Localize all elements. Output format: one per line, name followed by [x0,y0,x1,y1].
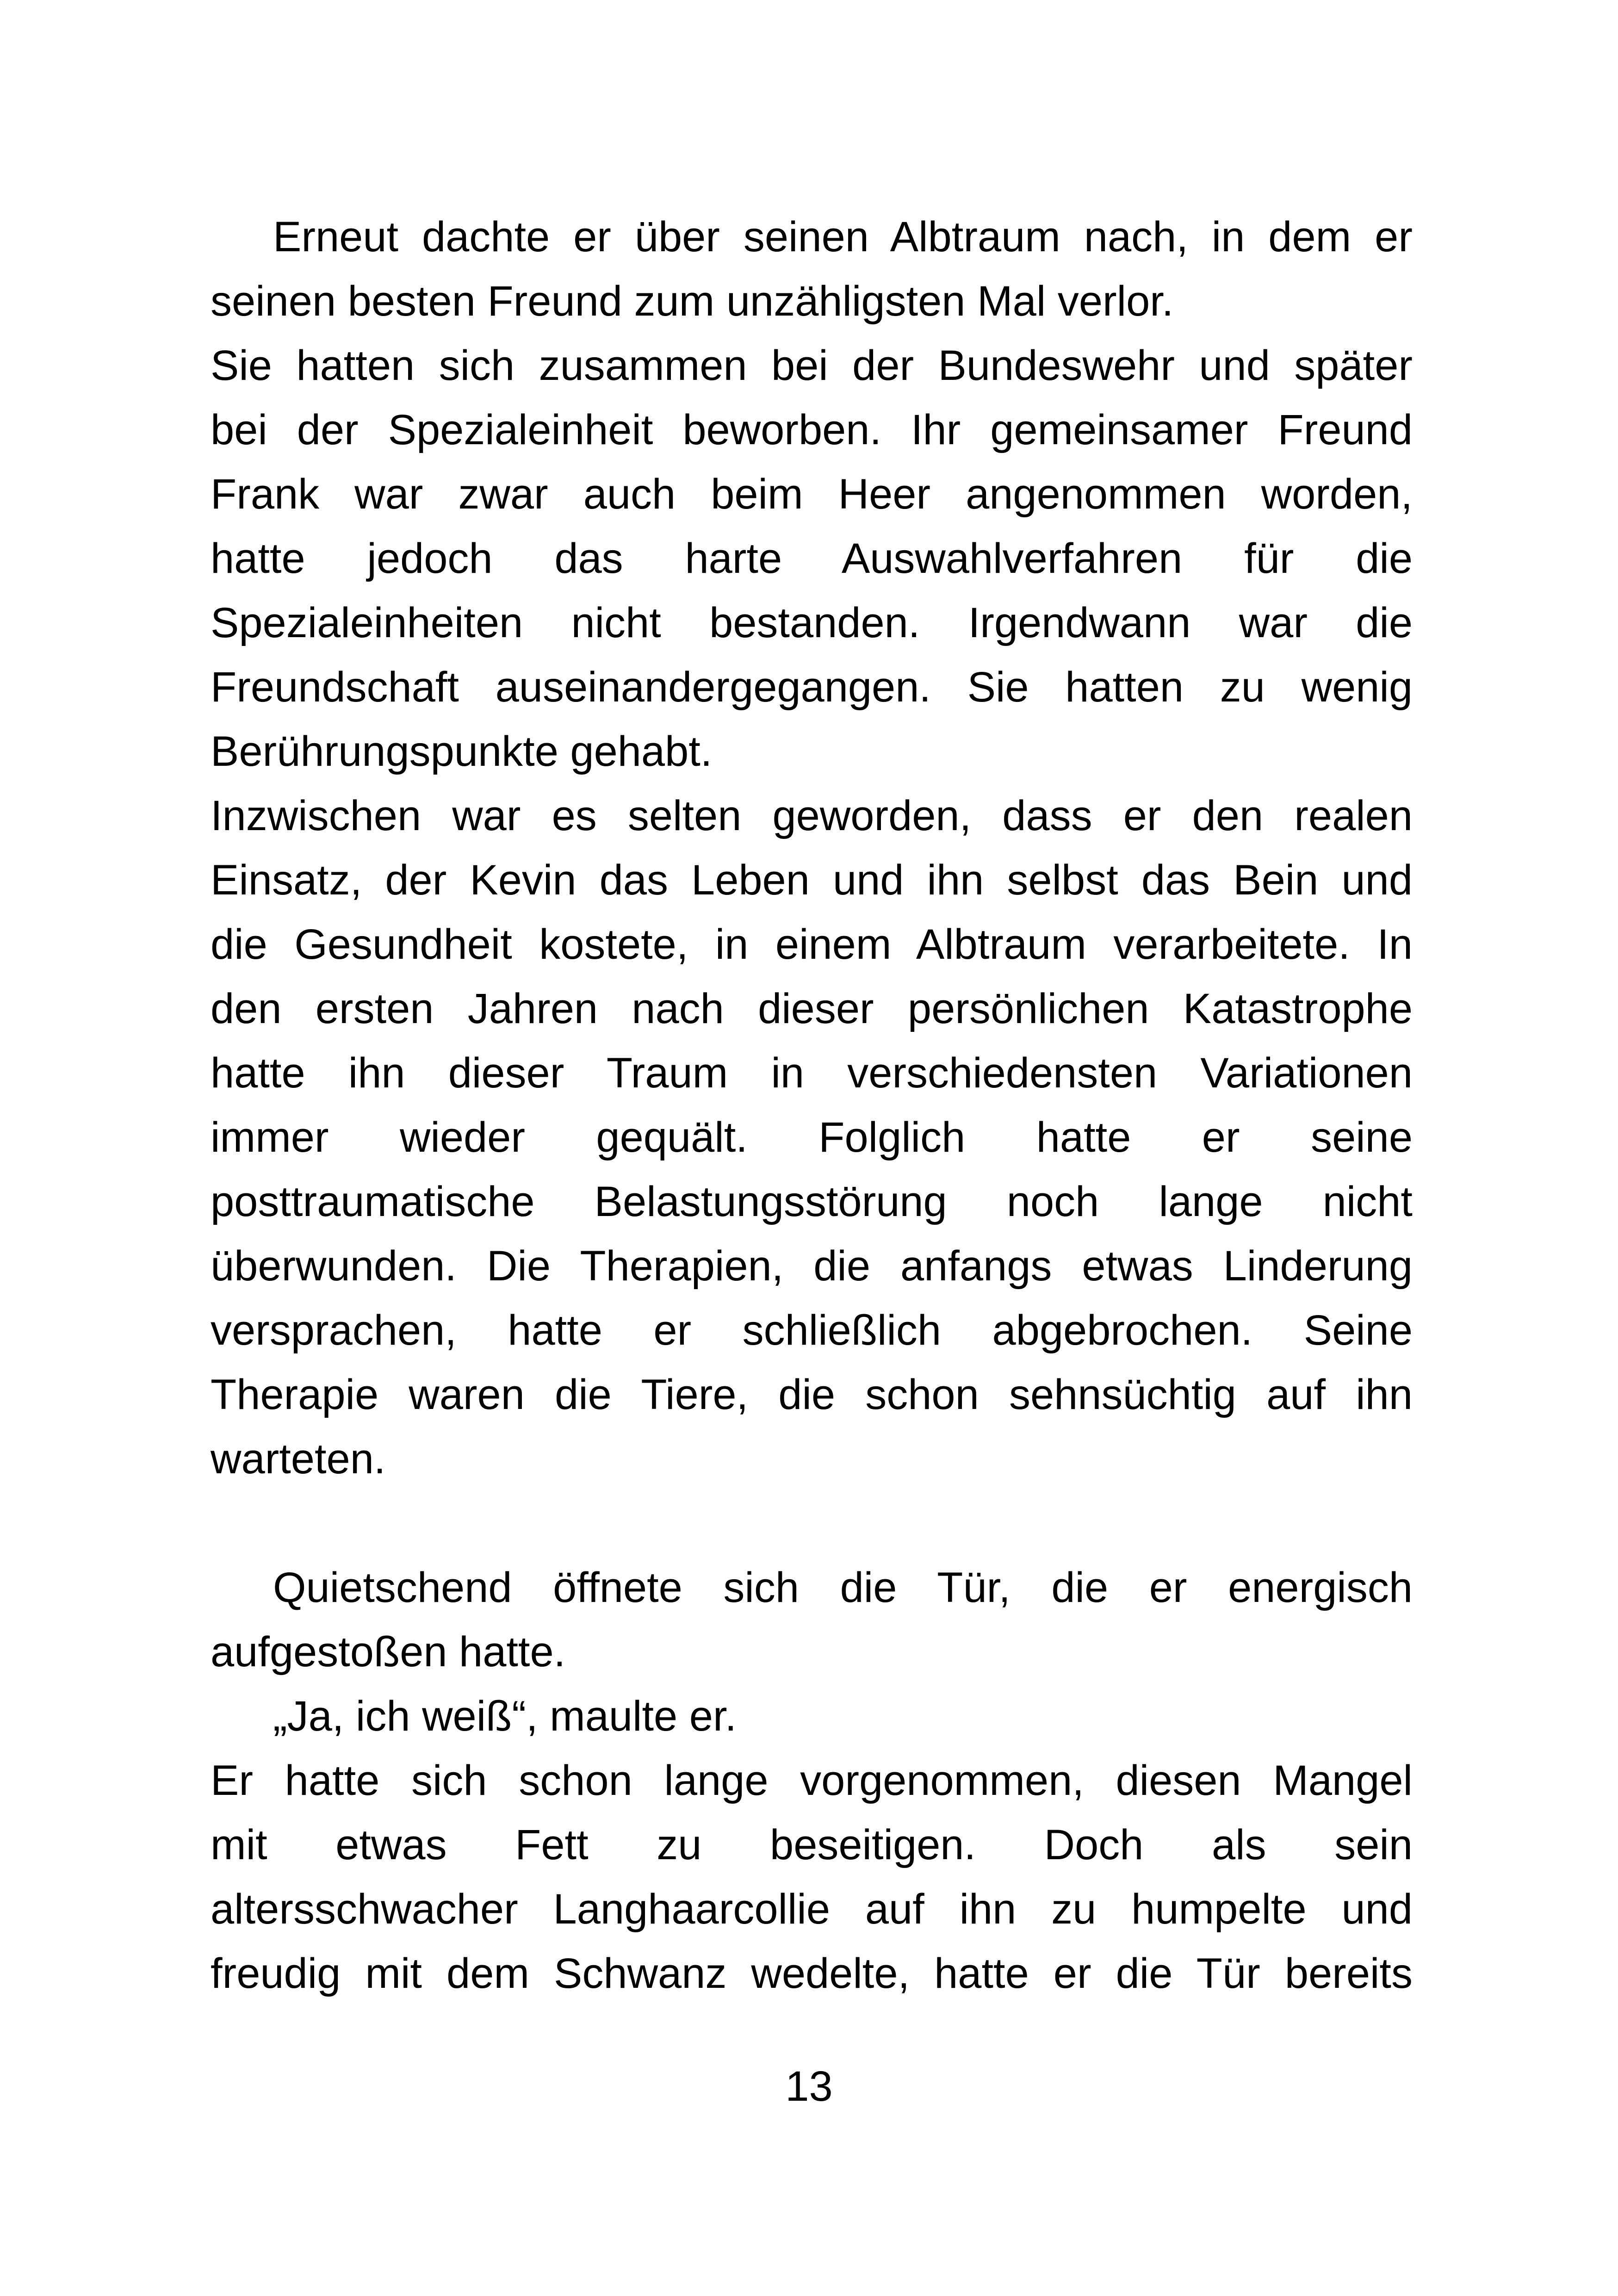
text-line: Einsatz, der Kevin das Leben und ihn selbst das Bein und [211,856,1413,904]
text-line: aufgestoßen hatte. [211,1628,566,1675]
text-line: mit etwas Fett zu beseitigen. Doch als sein [211,1821,1413,1868]
text-line: „Ja, ich weiß“, maulte er. [273,1693,737,1740]
text-line: Berührungspunkte gehabt. [211,728,713,775]
text-line: Frank war zwar auch beim Heer angenommen worden, [211,471,1413,518]
text-line: Freundschaft auseinandergegangen. Sie hatten zu wenig [211,664,1413,711]
text-line: überwunden. Die Therapien, die anfangs etwas Linderung [211,1242,1413,1290]
text-line: Therapie waren die Tiere, die schon sehnsüchtig auf ihn [211,1371,1413,1418]
text-line: die Gesundheit kostete, in einem Albtraum verarbeitete. In [211,921,1413,968]
text-line: seinen besten Freund zum unzähligsten Mal verlor. [211,278,1174,325]
page-number: 13 [785,2063,833,2110]
text-line: Er hatte sich schon lange vorgenommen, diesen Mangel [211,1757,1413,1804]
text-line: Inzwischen war es selten geworden, dass er den realen [211,792,1413,839]
text-line: Spezialeinheiten nicht bestanden. Irgendwann war die [211,599,1413,646]
text-line: versprachen, hatte er schließlich abgebrochen. Seine [211,1307,1413,1354]
text-line: bei der Spezialeinheit beworben. Ihr gemeinsamer Freund [211,406,1413,453]
text-line: den ersten Jahren nach dieser persönlichen Katastrophe [211,985,1413,1032]
text-line: altersschwacher Langhaarcollie auf ihn zu humpelte und [211,1886,1413,1933]
text-line: freudig mit dem Schwanz wedelte, hatte er die Tür bereits [211,1950,1413,1997]
text-line: Erneut dachte er über seinen Albtraum nach, in dem er [273,213,1413,261]
text-line: hatte jedoch das harte Auswahlverfahren für die [211,535,1413,582]
text-line: warteten. [211,1435,386,1483]
text-line: Sie hatten sich zusammen bei der Bundeswehr und später [211,342,1413,389]
text-line: posttraumatische Belastungsstörung noch lange nicht [211,1178,1413,1225]
text-line: immer wieder gequält. Folglich hatte er seine [211,1114,1413,1161]
text-line: Quietschend öffnete sich die Tür, die er energisch [273,1564,1413,1611]
text-line: hatte ihn dieser Traum in verschiedensten Variationen [211,1049,1413,1097]
